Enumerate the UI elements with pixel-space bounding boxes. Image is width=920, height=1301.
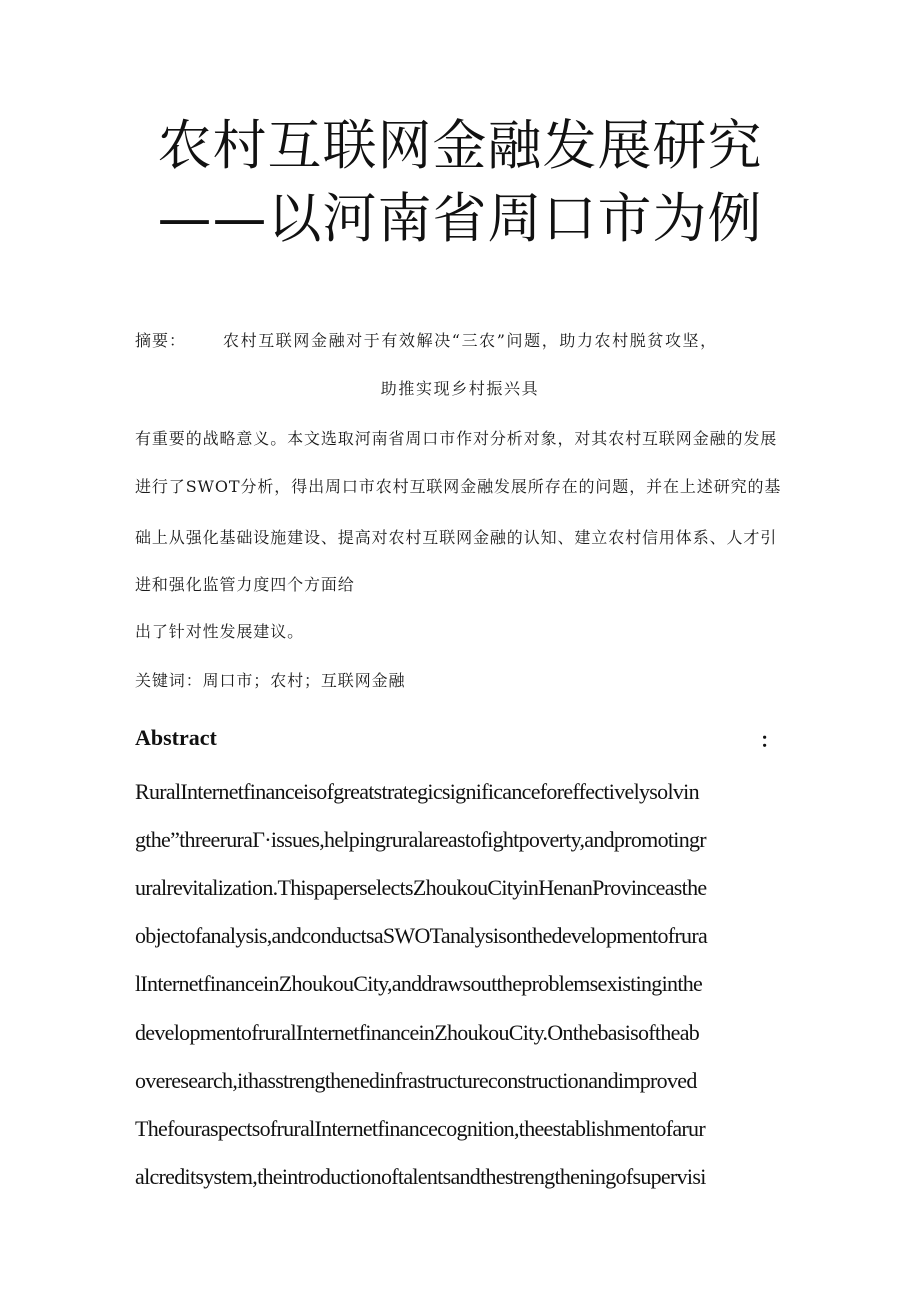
abstract-en-line: ThefouraspectsofruralInternetfinancecognition,theestablishmentofarur: [135, 1116, 705, 1141]
abstract-en-line: lInternetfinanceinZhoukouCity,anddrawsouttheproblemsexistinginthe: [135, 971, 703, 996]
abstract-en-line: RuralInternetfinanceisofgreatstrategicsignificanceforeffectivelysolvin: [135, 779, 699, 804]
paper-subtitle: ——以河南省周口市为例: [157, 187, 763, 250]
abstract-en-line: overesearch,ithasstrengthenedinfrastructureconstructionandimproved: [135, 1068, 697, 1093]
paper-title: 农村互联网金融发展研究: [157, 114, 763, 177]
abstract-en-line: uralrevitalization.ThispaperselectsZhoukouCityinHenanProvinceasthe: [135, 875, 707, 900]
abstract-en-heading: Abstract: [135, 725, 217, 750]
abstract-en-line: alcreditsystem,theintroductionoftalentsandthestrengtheningofsupervisi: [135, 1164, 706, 1189]
keywords-cn: 关键词：周口市；农村；互联网金融: [135, 671, 406, 690]
abstract-cn-line-3: 有重要的战略意义。本文选取河南省周口市作对分析对象，对其农村互联网金融的发展: [135, 429, 778, 448]
abstract-cn-line-6: 进和强化监管力度四个方面给: [135, 575, 355, 594]
abstract-cn-line-5: 础上从强化基础设施建设、提高对农村互联网金融的认知、建立农村信用体系、人才引: [135, 528, 778, 547]
abstract-cn-line-1: 农村互联网金融对于有效解决“三农”问题，助力农村脱贫攻坚，: [223, 331, 718, 350]
abstract-cn-label: 摘要：: [135, 331, 187, 350]
abstract-cn-line-7: 出了针对性发展建议。: [135, 622, 305, 641]
abstract-en-colon: ：: [760, 730, 780, 752]
abstract-cn-line-4: 进行了SWOT分析，得出周口市农村互联网金融发展所存在的问题，并在上述研究的基: [135, 477, 782, 496]
abstract-en-line: gthe”threeruraΓ·issues,helpingruralareastofightpoverty,andpromotingr: [135, 827, 706, 852]
abstract-cn-line-2: 助推实现乡村振兴具: [380, 379, 540, 398]
abstract-en-line: objectofanalysis,andconductsaSWOTanalysisonthedevelopmentofrura: [135, 923, 708, 948]
abstract-en-line: developmentofruralInternetfinanceinZhoukouCity.Onthebasisoftheab: [135, 1020, 700, 1045]
